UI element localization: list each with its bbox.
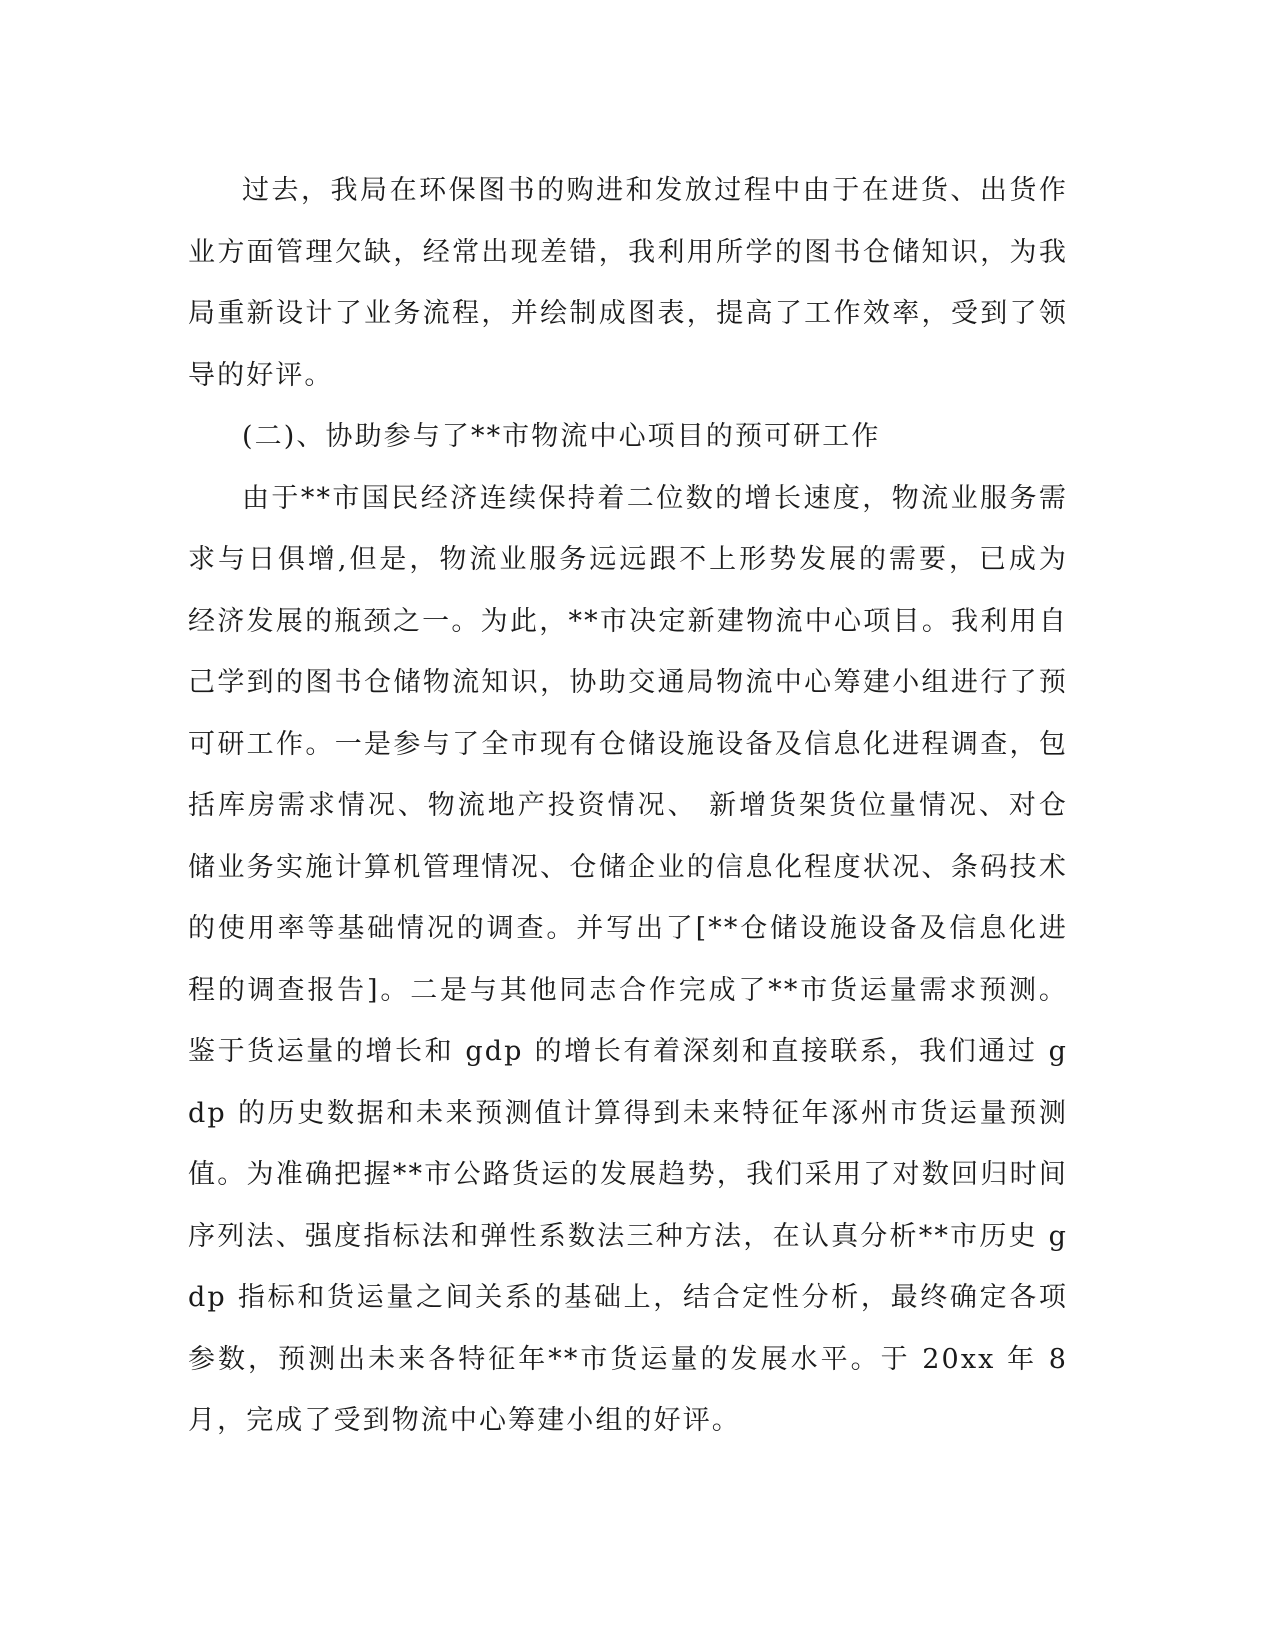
paragraph-book-process: 过去，我局在环保图书的购进和发放过程中由于在进货、出货作业方面管理欠缺，经常出现差错，我利用所学的图书仓储知识，为我局重新设计了业务流程，并绘制成图表，提高了工作效率，受到了领导的好评。 bbox=[188, 175, 1068, 391]
section-heading-logistics-project: (二)、协助参与了**市物流中心项目的预可研工作 bbox=[242, 421, 881, 452]
document-body bbox=[188, 160, 1068, 1452]
paragraph-logistics-feasibility: 由于**市国民经济连续保持着二位数的增长速度，物流业服务需求与日俱增,但是，物流业服务远远跟不上形势发展的需要，已成为经济发展的瓶颈之一。为此，**市决定新建物流中心项目。我利用自己学到的图书仓储物流知识，协助交通局物流中心筹建小组进行了预可研工作。一是参与了全市现有仓储设施设备及信息化进程调查，包括库房需求情况、物流地产投资情况、 新增货架货位量情况、对仓储业务实施计算机管理情况、仓储企业的信息化程度状况、条码技术的使用率等基础情况的调查。并写出了[**仓储设施设备及信息化进程的调查报告]。二是与其他同志合作完成了**市货运量需求预测。鉴于货运量的增长和 gdp 的增长有着深刻和直接联系，我们通过 gdp 的历史数据和未来预测值计算得到未来特征年涿州市货运量预测值。为准确把握**市公路货运的发展趋势，我们采用了对数回归时间序列法、强度指标法和弹性系数法三种方法，在认真分析**市历史 gdp 指标和货运量之间关系的基础上，结合定性分析，最终确定各项参数，预测出未来各特征年**市货运量的发展水平。于 20xx 年 8 月，完成了受到物流中心筹建小组的好评。 bbox=[188, 482, 1068, 1436]
